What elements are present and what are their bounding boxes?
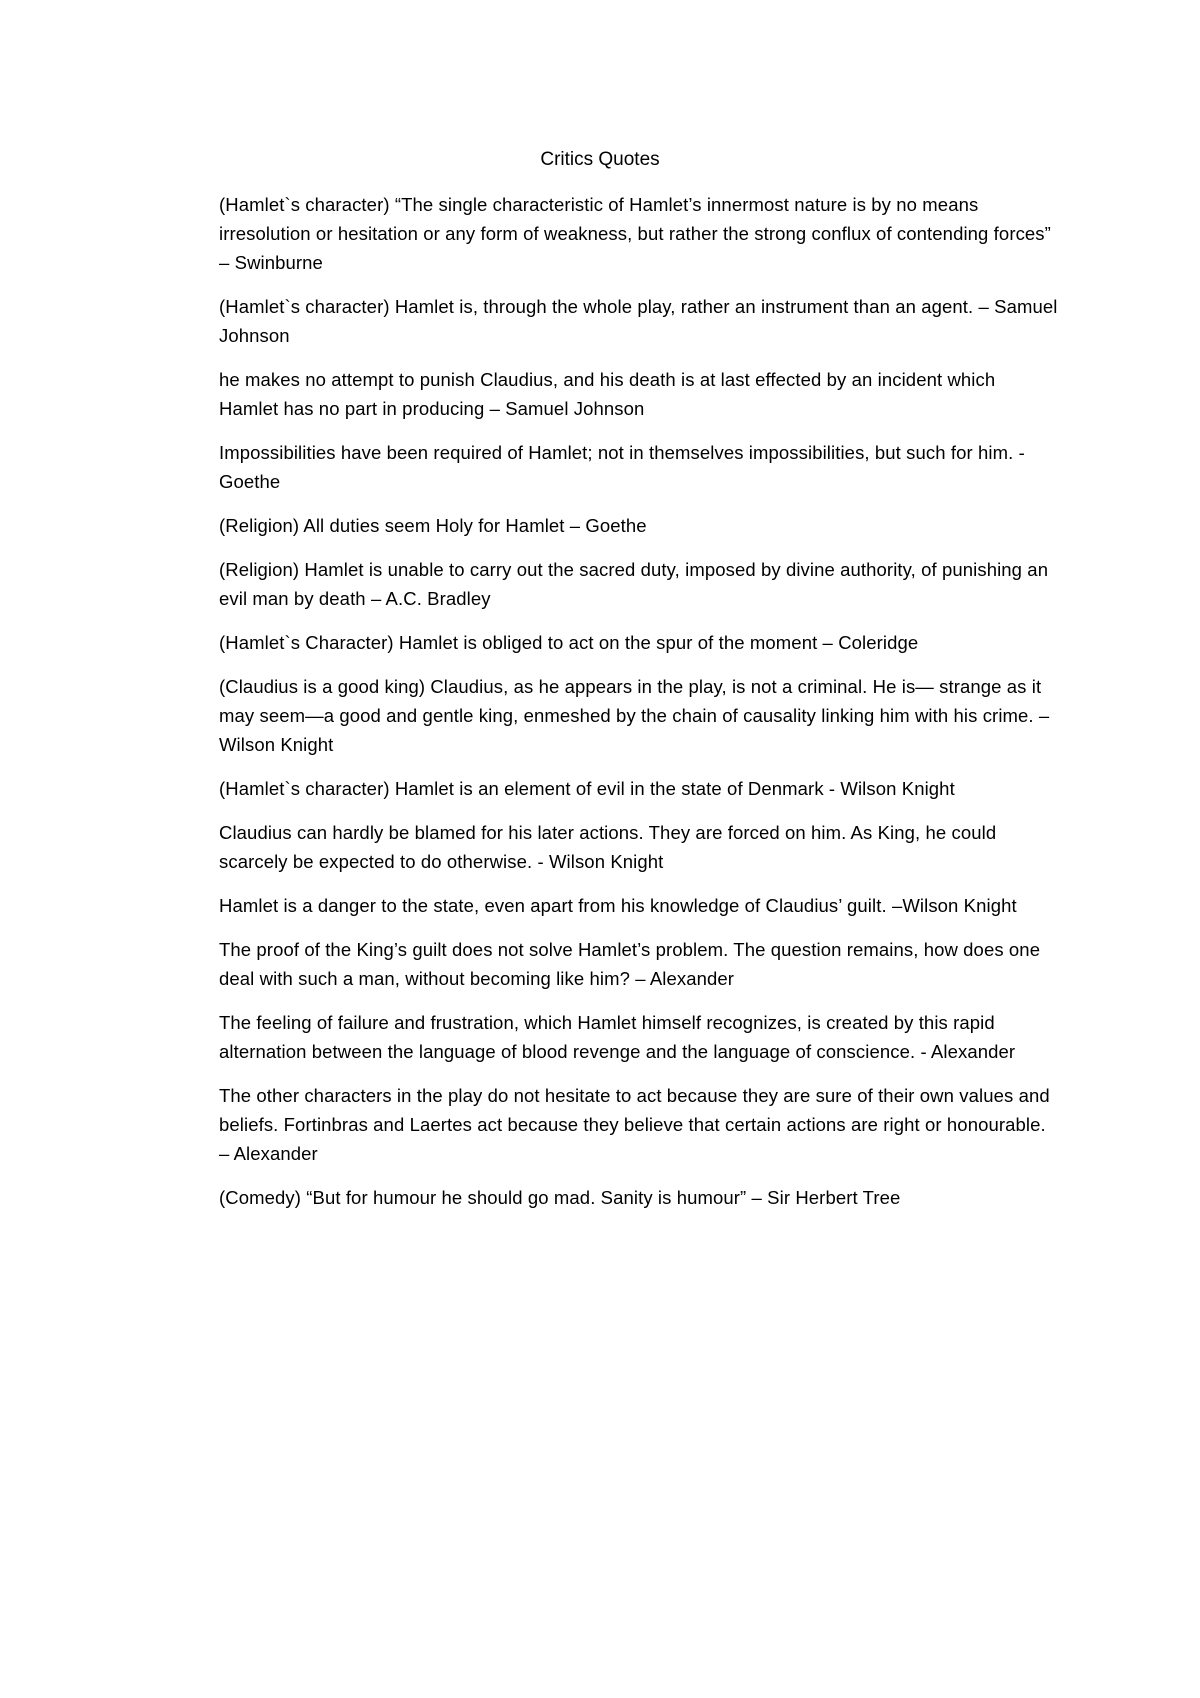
quote-paragraph: (Hamlet`s character) “The single characteristic of Hamlet’s innermost nature is by no means irresolution or hesitation or any form of weakness, but rather the strong conflux of contending forces” – Swinburne [219, 194, 1051, 273]
quote-paragraph: (Religion) All duties seem Holy for Hamlet – Goethe [219, 515, 647, 536]
quote-paragraph: (Hamlet`s Character) Hamlet is obliged to act on the spur of the moment – Coleridge [219, 632, 919, 653]
quote-paragraph: (Hamlet`s character) Hamlet is, through the whole play, rather an instrument than an agent. – Samuel Johnson [219, 296, 1058, 346]
quote-list [219, 190, 1059, 1227]
page-title: Critics Quotes [540, 149, 660, 170]
quote-paragraph: The proof of the King’s guilt does not solve Hamlet’s problem. The question remains, how does one deal with such a man, without becoming like him? – Alexander [219, 939, 1041, 989]
quote-paragraph: The feeling of failure and frustration, which Hamlet himself recognizes, is created by this rapid alternation between the language of blood revenge and the language of conscience. - Alexander [219, 1012, 1016, 1062]
quote-paragraph: Hamlet is a danger to the state, even apart from his knowledge of Claudius’ guilt. –Wilson Knight [219, 895, 1017, 916]
quote-paragraph: (Comedy) “But for humour he should go mad. Sanity is humour” – Sir Herbert Tree [219, 1187, 901, 1208]
quote-paragraph: Impossibilities have been required of Hamlet; not in themselves impossibilities, but such for him. - Goethe [219, 442, 1025, 492]
quote-paragraph: Claudius can hardly be blamed for his later actions. They are forced on him. As King, he could scarcely be expected to do otherwise. - Wilson Knight [219, 822, 997, 872]
quote-paragraph: (Hamlet`s character) Hamlet is an element of evil in the state of Denmark - Wilson Knight [219, 778, 955, 799]
quote-paragraph: (Religion) Hamlet is unable to carry out the sacred duty, imposed by divine authority, of punishing an evil man by death – A.C. Bradley [219, 559, 1049, 609]
quote-paragraph: (Claudius is a good king) Claudius, as he appears in the play, is not a criminal. He is— strange as it may seem—a good and gentle king, enmeshed by the chain of causality linking him with his crime. – Wilson Knight [219, 676, 1050, 755]
quote-paragraph: he makes no attempt to punish Claudius, and his death is at last effected by an incident which Hamlet has no part in producing – Samuel Johnson [219, 369, 996, 419]
quote-paragraph: The other characters in the play do not hesitate to act because they are sure of their own values and beliefs. Fortinbras and Laertes act because they believe that certain actions are right or honourable. – Alexander [219, 1085, 1050, 1164]
